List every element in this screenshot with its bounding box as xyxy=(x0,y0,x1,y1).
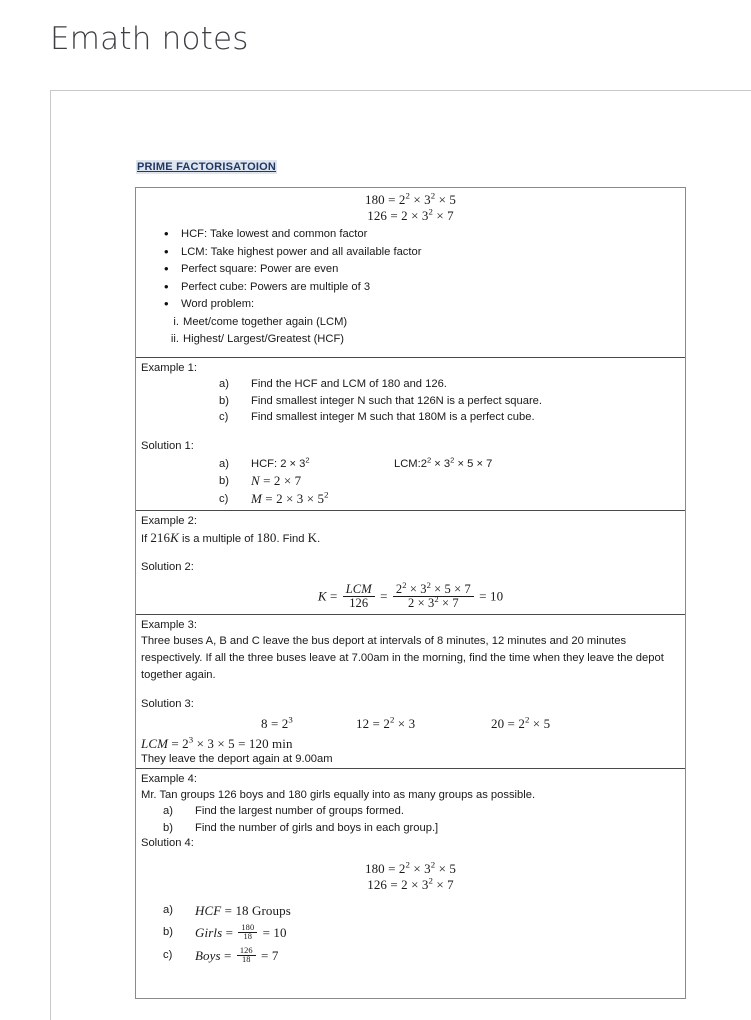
fraction-numerator: LCM xyxy=(343,583,375,597)
list-item: • LCM: Take highest power and all available factor xyxy=(181,244,680,262)
solution-4b-value: Girls = $\frac{180}{18}$ = 10 xyxy=(195,922,287,942)
solution-1-title: Solution 1: xyxy=(141,439,194,452)
notes-table xyxy=(135,187,686,999)
list-marker: ii. xyxy=(170,333,179,345)
table-row-example-1 xyxy=(136,358,685,512)
solution-3-conclusion: They leave the deport again at 9.00am xyxy=(141,752,333,765)
list-marker: b) xyxy=(219,394,229,407)
fraction-expanded xyxy=(393,579,474,610)
solution-3-factor-row xyxy=(141,716,680,736)
example-4-question-list xyxy=(163,803,680,836)
list-item: • Perfect square: Power are even xyxy=(181,261,680,279)
list-item: • Perfect cube: Powers are multiple of 3 xyxy=(181,279,680,297)
list-item-label: Find the number of girls and boys in each group.] xyxy=(195,821,439,834)
fraction-numerator: 126 xyxy=(237,947,256,957)
fraction-boys xyxy=(237,947,256,966)
list-item xyxy=(163,922,680,945)
list-marker: b) xyxy=(163,821,173,834)
fraction-lcm-126 xyxy=(343,583,375,610)
solution-1c-value: $M = 2 \times 3 \times 5^2$ xyxy=(251,489,329,506)
solution-4-formula-180: $180 = 2^2 \times 3^2 \times 5$ xyxy=(364,859,457,876)
fraction-numerator: $2^2 \times 3^2 \times 5 \times 7$ xyxy=(393,583,474,597)
list-item-label: Meet/come together again (LCM) xyxy=(183,315,348,328)
fraction-numerator: 180 xyxy=(238,924,257,934)
solution-1-answer-list xyxy=(219,456,680,508)
page-title: Emath notes xyxy=(50,21,249,57)
list-item-label: Find smallest integer N such that 126N is a perfect square. xyxy=(251,394,543,407)
list-item xyxy=(219,376,680,393)
list-marker: a) xyxy=(219,458,229,470)
list-item xyxy=(173,314,680,332)
list-marker: a) xyxy=(163,903,173,916)
list-item xyxy=(170,331,680,349)
list-item xyxy=(219,393,680,410)
fraction-denominator: 18 xyxy=(243,932,253,942)
list-marker: c) xyxy=(219,411,229,423)
fraction-denominator: 18 xyxy=(241,955,251,965)
table-row-example-3 xyxy=(136,615,685,770)
solution-4a-value: HCF = 18 Groups xyxy=(195,902,291,918)
example-4-question: Mr. Tan groups 126 boys and 180 girls equally into as many groups as possible. xyxy=(141,788,536,801)
list-item xyxy=(163,820,680,837)
solution-4-answer-list xyxy=(163,901,680,968)
list-item: • HCF: Take lowest and common factor xyxy=(181,226,680,244)
solution-4c-value: Boys = $\frac{126}{18}$ = 7 xyxy=(195,945,279,965)
table-row-example-4 xyxy=(136,769,685,998)
spacer xyxy=(141,426,680,439)
solution-3-lcm: LCM = $2^3 \times 3 \times 5 = 120$ min xyxy=(141,734,293,751)
spacer xyxy=(141,684,680,697)
example-3-title: Example 3: xyxy=(141,618,197,631)
summary-formula-180: $180 = 2^2 \times 3^2 \times 5$ xyxy=(364,190,457,207)
section-heading: PRIME FACTORISATOION xyxy=(137,161,277,173)
list-marker: a) xyxy=(163,805,173,817)
example-4-title: Example 4: xyxy=(141,773,197,785)
list-item xyxy=(163,945,680,968)
example-2-title: Example 2: xyxy=(141,515,197,527)
solution-2-formula: K = $\frac{\text{LCM}}{126}$ = $\frac{2^2 \times 3^2 \times 5 \times 7}{2 \times 3^2 \times 7}$ = 10 xyxy=(317,579,504,610)
table-row-example-2 xyxy=(136,511,685,615)
factor-12: $12 = 2^2 \times 3$ xyxy=(356,714,416,731)
solution-4-title: Solution 4: xyxy=(141,837,194,849)
fraction-denominator: $2 \times 3^2 \times 7$ xyxy=(408,593,459,610)
summary-bullet-list xyxy=(141,226,680,314)
solution-1a-lcm: $LCM:2^2 \times 3^2 \times 5 \times 7$ xyxy=(394,455,493,470)
list-marker: b) xyxy=(219,475,229,487)
list-item xyxy=(219,491,680,509)
solution-3-title: Solution 3: xyxy=(141,698,194,710)
example-2-question: If 216K is a multiple of 180. Find K. xyxy=(141,529,321,545)
list-marker: i. xyxy=(173,315,179,328)
factor-20: $20 = 2^2 \times 5$ xyxy=(491,714,551,731)
example-1-question-list xyxy=(219,376,680,426)
summary-formula-126: $126 = 2 \times 3^2 \times 7$ xyxy=(367,206,454,223)
list-marker: c) xyxy=(219,492,229,505)
list-item-label: Highest/ Largest/Greatest (HCF) xyxy=(183,333,345,345)
solution-4-formula-126: $126 = 2 \times 3^2 \times 7$ xyxy=(367,875,454,892)
spacer xyxy=(141,547,680,560)
list-marker: c) xyxy=(163,948,173,961)
list-item xyxy=(219,473,680,491)
table-row-summary xyxy=(136,188,685,358)
example-1-title: Example 1: xyxy=(141,361,197,374)
list-item: • Word problem: xyxy=(181,296,680,314)
solution-1b-value: N = 2 × 7 xyxy=(251,473,302,488)
list-item-label: Find the largest number of groups formed. xyxy=(195,805,404,817)
list-marker: a) xyxy=(219,378,229,390)
list-marker: b) xyxy=(163,925,173,938)
list-item-label: Find smallest integer M such that 180M is a perfect cube. xyxy=(251,411,535,423)
list-item xyxy=(219,456,680,473)
summary-sub-list xyxy=(141,314,680,349)
solution-2-result: 10 xyxy=(489,587,504,603)
example-3-question: Three buses A, B and C leave the bus deport at intervals of 8 minutes, 12 minutes and 20 minutes respectively. If all the three buses leave at 7.00am in the morning, find the time when they leave the depot together again. xyxy=(141,635,664,681)
solution-2-title: Solution 2: xyxy=(141,561,194,573)
solution-1a-hcf: HCF: $2 \times 3^2$ xyxy=(251,455,310,470)
list-item xyxy=(219,409,680,426)
fraction-denominator: 126 xyxy=(349,595,369,610)
list-item xyxy=(163,803,680,820)
factor-8: $8 = 2^3$ xyxy=(261,714,293,731)
list-item xyxy=(163,901,680,922)
list-item-label: Find the HCF and LCM of 180 and 126. xyxy=(251,378,447,390)
fraction-girls xyxy=(238,924,257,943)
